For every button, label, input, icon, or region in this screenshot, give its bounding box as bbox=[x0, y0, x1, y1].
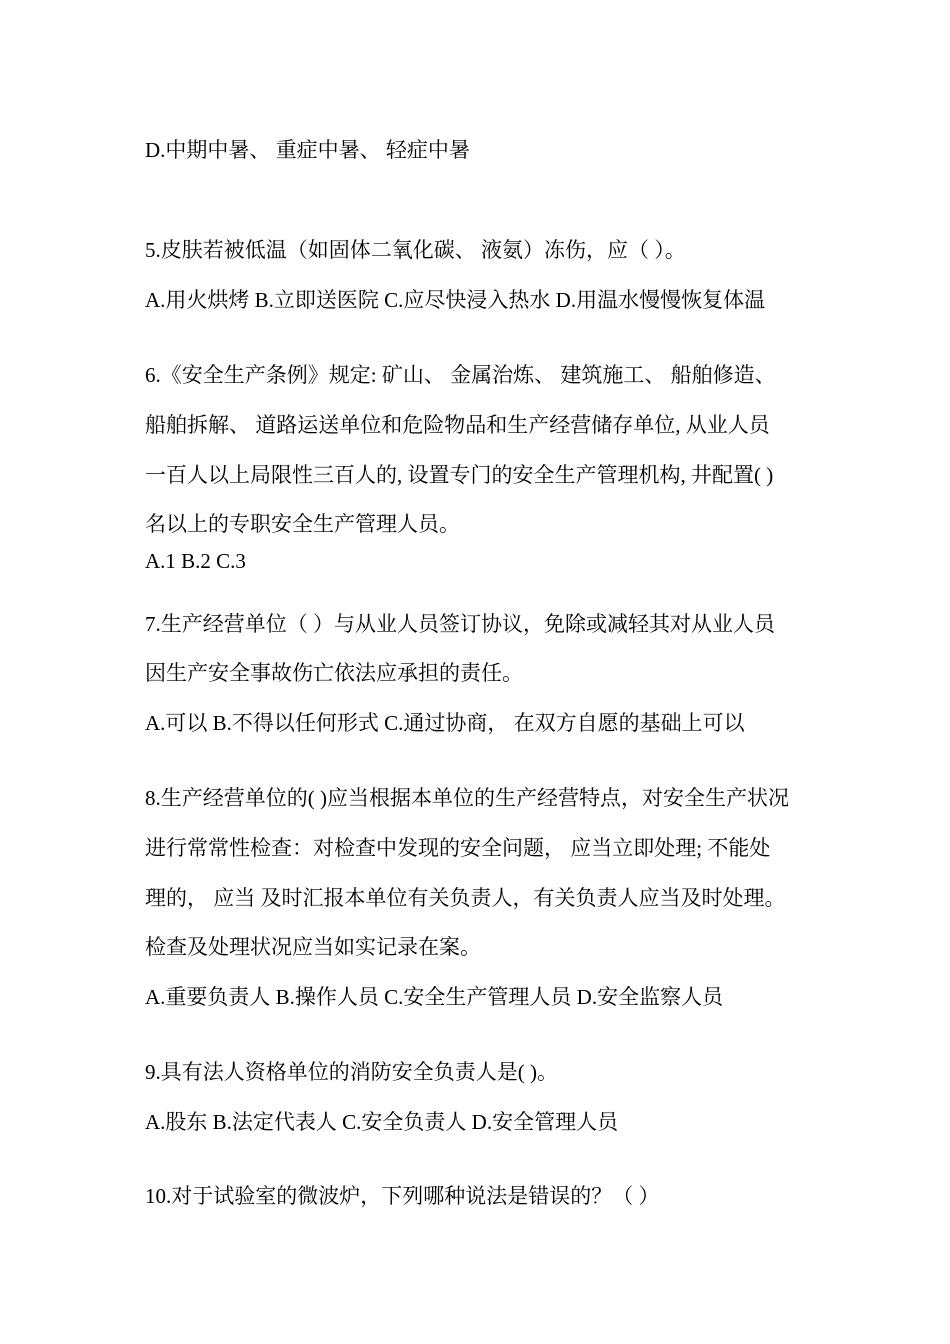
q5-question: 5.皮肤若被低温（如固体二氧化碳、 液氨）冻伤，应（ ）。 bbox=[145, 238, 686, 262]
q8-question-line-2: 进行常常性检查：对检查中发现的安全问题， 应当立即处理; 不能处 bbox=[145, 836, 771, 860]
q8-question-line-3: 理的， 应当 及时汇报本单位有关负责人，有关负责人应当及时处理。 bbox=[145, 886, 786, 910]
q10-question: 10.对于试验室的微波炉，下列哪种说法是错误的？（ ） bbox=[145, 1184, 660, 1208]
q6-question-line-2: 船舶拆解、 道路运送单位和危险物品和生产经营储存单位, 从业人员 bbox=[145, 413, 770, 437]
q4-option-d: D.中期中暑、 重症中暑、 轻症中暑 bbox=[145, 138, 470, 162]
q7-question-line-2: 因生产安全事故伤亡依法应承担的责任。 bbox=[145, 661, 523, 685]
q6-options: A.1 B.2 C.3 bbox=[145, 549, 246, 573]
q6-question-line-4: 名以上的专职安全生产管理人员。 bbox=[145, 512, 460, 536]
q6-question-line-3: 一百人以上局限性三百人的, 设置专门的安全生产管理机构, 井配置( ) bbox=[145, 463, 774, 487]
q8-question-line-1: 8.生产经营单位的( )应当根据本单位的生产经营特点，对安全生产状况 bbox=[145, 786, 789, 810]
q5-options: A.用火烘烤 B.立即送医院 C.应尽快浸入热水 D.用温水慢慢恢复体温 bbox=[145, 288, 766, 312]
q8-options: A.重要负责人 B.操作人员 C.安全生产管理人员 D.安全监察人员 bbox=[145, 985, 724, 1009]
q7-question-line-1: 7.生产经营单位（ ）与从业人员签订协议，免除或减轻其对从业人员 bbox=[145, 612, 775, 636]
q9-options: A.股东 B.法定代表人 C.安全负责人 D.安全管理人员 bbox=[145, 1110, 619, 1134]
q6-question-line-1: 6.《安全生产条例》规定: 矿山、 金属治炼、 建筑施工、 船舶修造、 bbox=[145, 363, 776, 387]
q8-question-line-4: 检查及处理状况应当如实记录在案。 bbox=[145, 935, 481, 959]
q9-question: 9.具有法人资格单位的消防安全负责人是( )。 bbox=[145, 1060, 558, 1084]
q7-options: A.可以 B.不得以任何形式 C.通过协商， 在双方自愿的基础上可以 bbox=[145, 711, 745, 735]
